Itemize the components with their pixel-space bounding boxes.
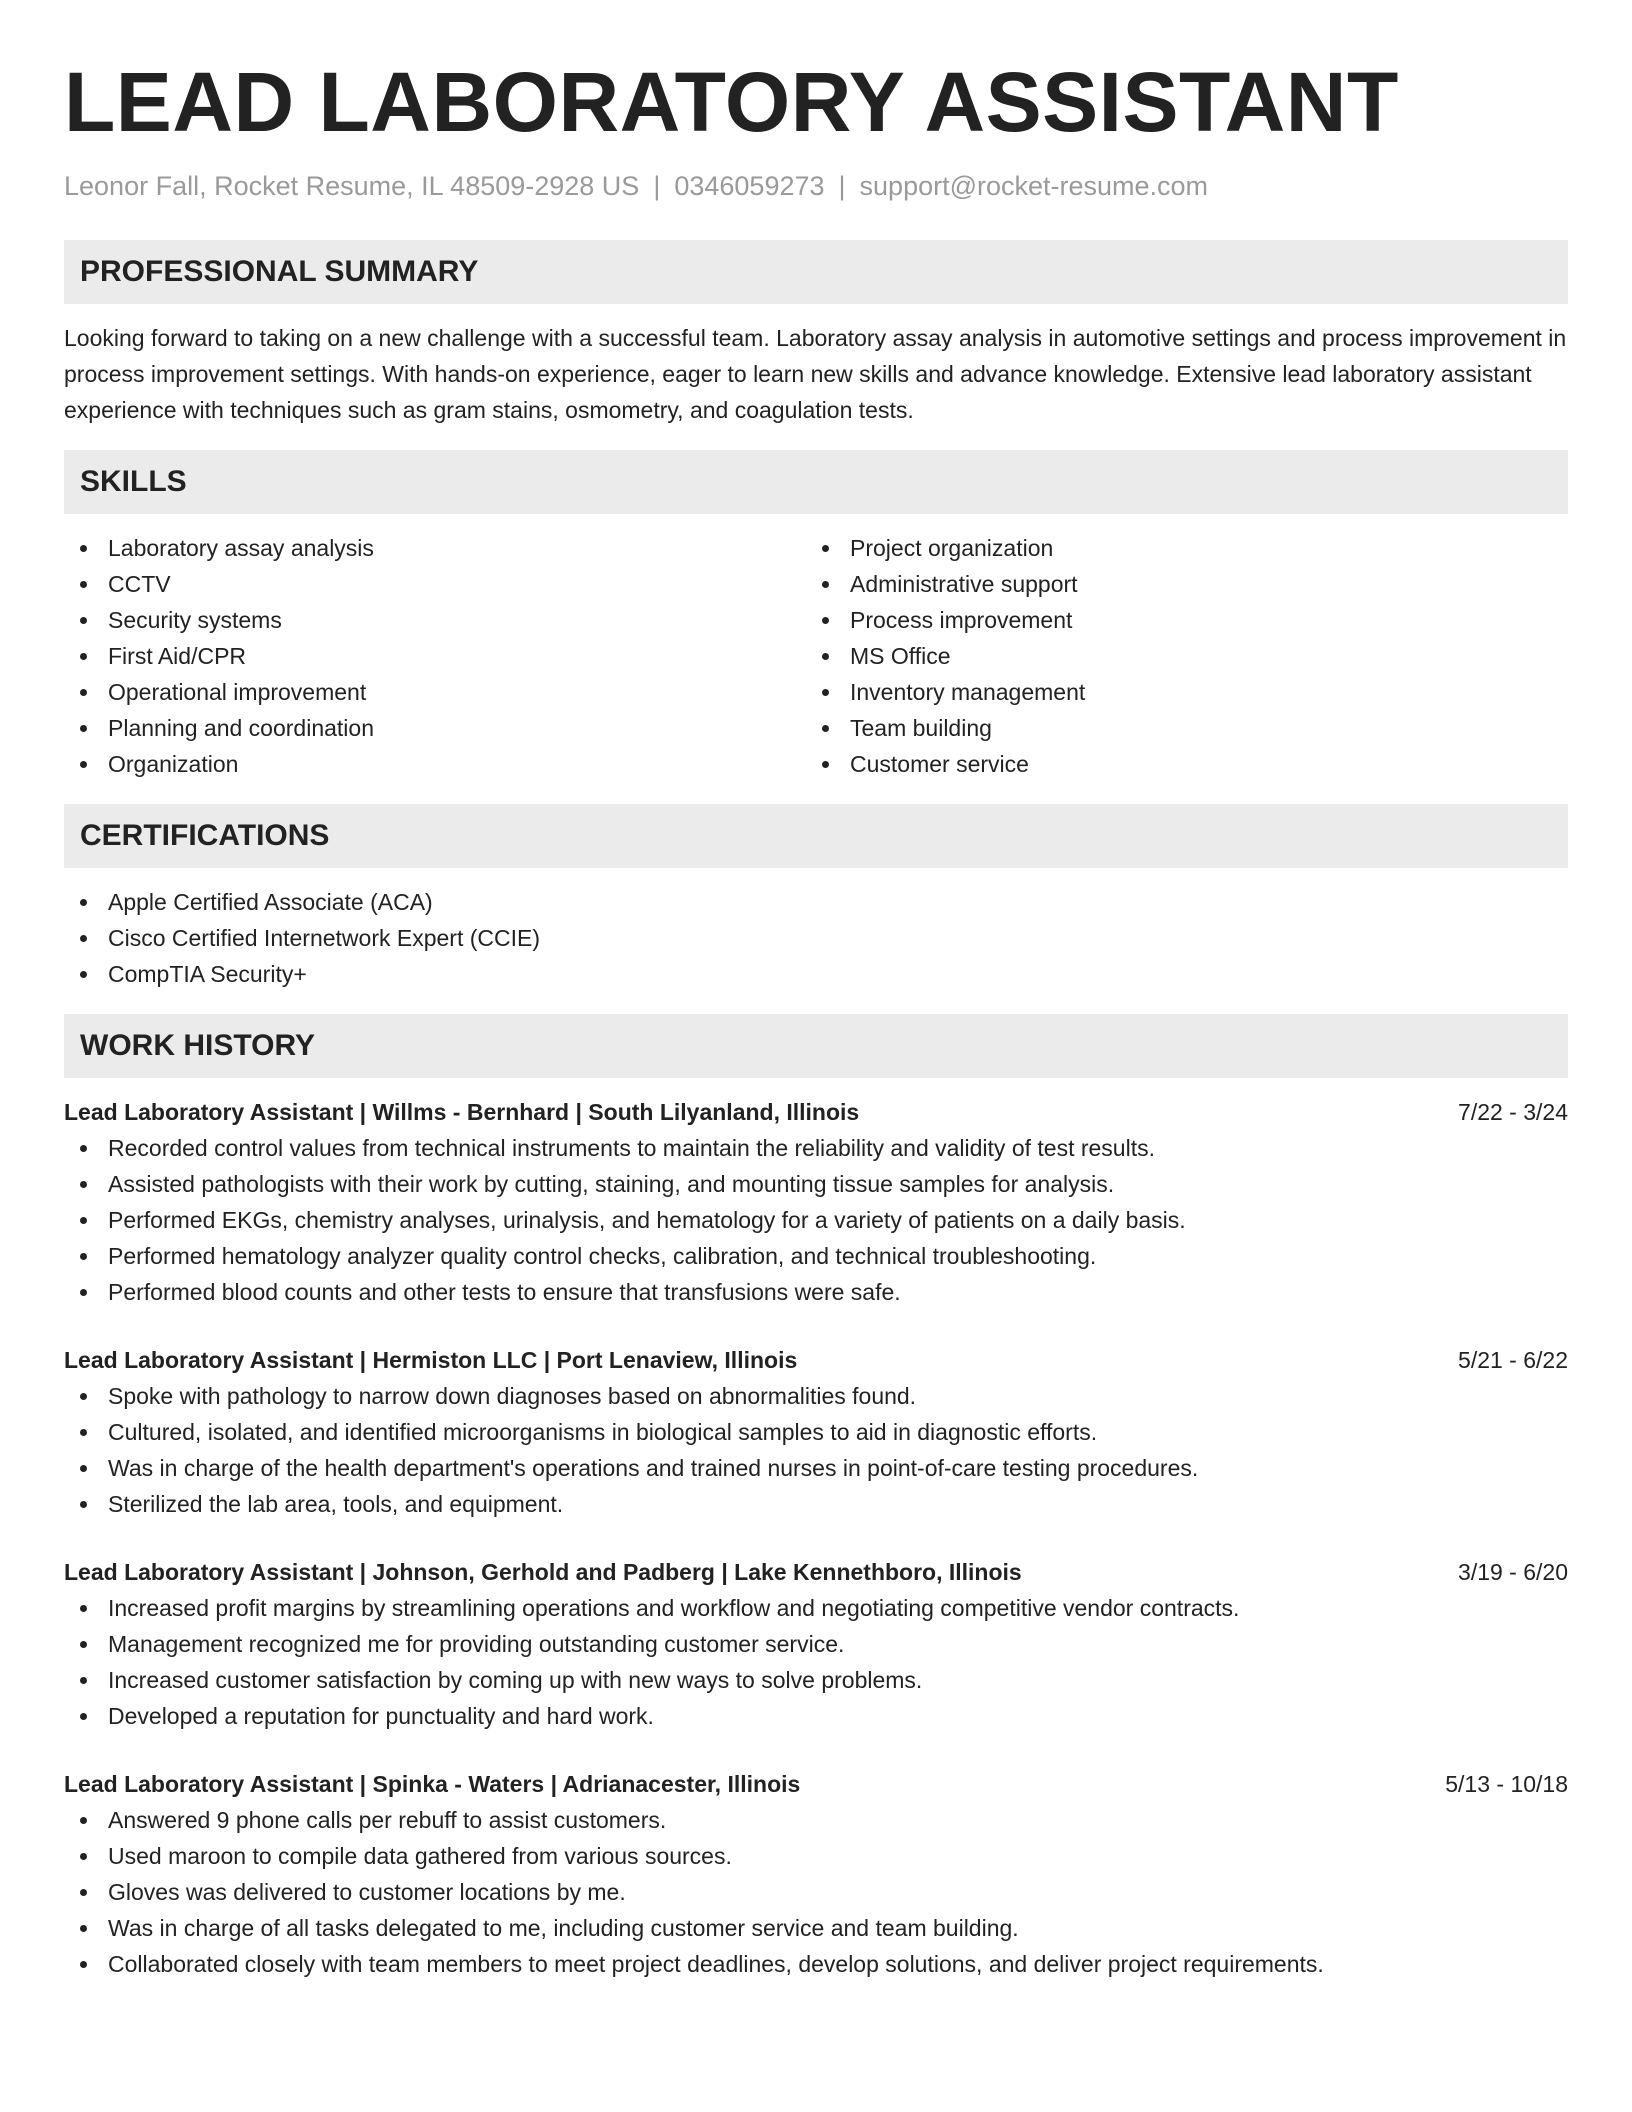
job-bullet: Performed hematology analyzer quality control checks, calibration, and technical troubleshooting. [64, 1238, 1568, 1274]
job-bullet: Collaborated closely with team members to meet project deadlines, develop solutions, and deliver project requirements. [64, 1946, 1568, 1982]
skill-item: MS Office [806, 638, 1548, 674]
job-title: Lead Laboratory Assistant | Willms - Bernhard | South Lilyanland, Illinois [64, 1099, 860, 1125]
contact-separator: | [838, 171, 846, 201]
skill-item: Laboratory assay analysis [64, 530, 806, 566]
contact-line [64, 168, 1568, 204]
skill-item: Customer service [806, 746, 1548, 782]
contact-separator: | [653, 171, 661, 201]
section-header-certifications: CERTIFICATIONS [64, 804, 1568, 868]
job-bullet: Used maroon to compile data gathered from various sources. [64, 1838, 1568, 1874]
section-header-summary: PROFESSIONAL SUMMARY [64, 240, 1568, 304]
section-header-skills: SKILLS [64, 450, 1568, 514]
certifications-list [64, 884, 1568, 992]
skill-item: Inventory management [806, 674, 1548, 710]
job-header [64, 1342, 1568, 1378]
job-bullet: Recorded control values from technical instruments to maintain the reliability and validity of test results. [64, 1130, 1568, 1166]
job-bullet: Was in charge of the health department's operations and trained nurses in point-of-care testing procedures. [64, 1450, 1568, 1486]
job-header [64, 1094, 1568, 1130]
job-bullets [64, 1590, 1568, 1734]
job-bullets [64, 1378, 1568, 1522]
job-bullet: Was in charge of all tasks delegated to me, including customer service and team building. [64, 1910, 1568, 1946]
contact-address: Leonor Fall, Rocket Resume, IL 48509-2928 US [64, 171, 640, 201]
skill-item: CCTV [64, 566, 806, 602]
job-dates: 5/21 - 6/22 [1458, 1347, 1568, 1373]
skill-item: Process improvement [806, 602, 1548, 638]
job-bullet: Developed a reputation for punctuality and hard work. [64, 1698, 1568, 1734]
job-bullet: Performed EKGs, chemistry analyses, urinalysis, and hematology for a variety of patients on a daily basis. [64, 1202, 1568, 1238]
job-title: Lead Laboratory Assistant | Johnson, Gerhold and Padberg | Lake Kennethboro, Illinois [64, 1559, 1022, 1585]
job-dates: 5/13 - 10/18 [1445, 1771, 1568, 1797]
skills-right-list [806, 530, 1548, 782]
job-entry [64, 1766, 1568, 1982]
skill-item: Operational improvement [64, 674, 806, 710]
summary-text: Looking forward to taking on a new challenge with a successful team. Laboratory assay analysis in automotive settings and process improvement in process improvement settings. With hands-on experience, eager to learn new skills and advance knowledge. Extensive lead laboratory assistant experience with techniques such as gram stains, osmometry, and coagulation tests. [64, 325, 1567, 423]
section-header-work-history: WORK HISTORY [64, 1014, 1568, 1078]
skill-item: Team building [806, 710, 1548, 746]
job-bullet: Performed blood counts and other tests to ensure that transfusions were safe. [64, 1274, 1568, 1310]
skill-item: First Aid/CPR [64, 638, 806, 674]
skill-item: Administrative support [806, 566, 1548, 602]
certification-item: Apple Certified Associate (ACA) [64, 884, 1568, 920]
certification-item: Cisco Certified Internetwork Expert (CCIE) [64, 920, 1568, 956]
job-dates: 7/22 - 3/24 [1458, 1099, 1568, 1125]
job-bullet: Assisted pathologists with their work by cutting, staining, and mounting tissue samples for analysis. [64, 1166, 1568, 1202]
skill-item: Planning and coordination [64, 710, 806, 746]
job-entry [64, 1094, 1568, 1310]
skills-left-list [64, 530, 806, 782]
job-entry [64, 1342, 1568, 1522]
job-bullet: Answered 9 phone calls per rebuff to assist customers. [64, 1802, 1568, 1838]
job-bullets [64, 1802, 1568, 1982]
job-dates: 3/19 - 6/20 [1458, 1559, 1568, 1585]
job-bullets [64, 1130, 1568, 1310]
skill-item: Project organization [806, 530, 1548, 566]
job-header [64, 1554, 1568, 1590]
job-bullet: Sterilized the lab area, tools, and equipment. [64, 1486, 1568, 1522]
skill-item: Organization [64, 746, 806, 782]
job-bullet: Spoke with pathology to narrow down diagnoses based on abnormalities found. [64, 1378, 1568, 1414]
job-bullet: Management recognized me for providing outstanding customer service. [64, 1626, 1568, 1662]
skill-item: Security systems [64, 602, 806, 638]
job-entry [64, 1554, 1568, 1734]
resume-name: LEAD LABORATORY ASSISTANT [64, 55, 1399, 149]
job-bullet: Increased profit margins by streamlining operations and workflow and negotiating competitive vendor contracts. [64, 1590, 1568, 1626]
job-bullet: Gloves was delivered to customer locations by me. [64, 1874, 1568, 1910]
job-header [64, 1766, 1568, 1802]
skills-grid [64, 530, 1568, 782]
job-bullet: Cultured, isolated, and identified microorganisms in biological samples to aid in diagnostic efforts. [64, 1414, 1568, 1450]
job-title: Lead Laboratory Assistant | Hermiston LLC | Port Lenaview, Illinois [64, 1347, 798, 1373]
job-title: Lead Laboratory Assistant | Spinka - Waters | Adrianacester, Illinois [64, 1771, 801, 1797]
contact-email: support@rocket-resume.com [859, 171, 1209, 201]
contact-phone: 0346059273 [674, 171, 825, 201]
job-bullet: Increased customer satisfaction by coming up with new ways to solve problems. [64, 1662, 1568, 1698]
certification-item: CompTIA Security+ [64, 956, 1568, 992]
